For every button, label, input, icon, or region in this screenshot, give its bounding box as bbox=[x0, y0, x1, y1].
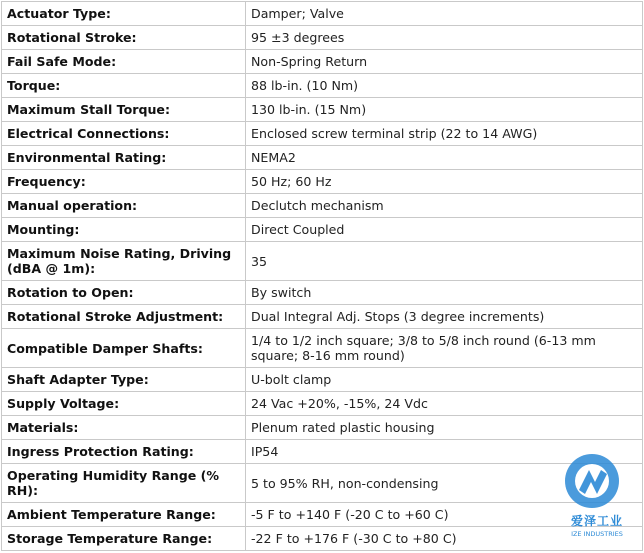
spec-value: IP54 bbox=[246, 440, 643, 464]
spec-label: Rotation to Open: bbox=[2, 281, 246, 305]
spec-value: U-bolt clamp bbox=[246, 368, 643, 392]
spec-label: Electrical Connections: bbox=[2, 122, 246, 146]
spec-row bbox=[2, 122, 643, 146]
spec-label: Actuator Type: bbox=[2, 2, 246, 26]
spec-row bbox=[2, 170, 643, 194]
spec-value: 24 Vac +20%, -15%, 24 Vdc bbox=[246, 392, 643, 416]
spec-label: Environmental Rating: bbox=[2, 146, 246, 170]
ize-logo-icon bbox=[563, 452, 621, 510]
spec-table bbox=[1, 1, 643, 551]
spec-label: Compatible Damper Shafts: bbox=[2, 329, 246, 368]
spec-row bbox=[2, 2, 643, 26]
spec-label: Manual operation: bbox=[2, 194, 246, 218]
spec-row bbox=[2, 464, 643, 503]
spec-label: Shaft Adapter Type: bbox=[2, 368, 246, 392]
spec-value: 95 ±3 degrees bbox=[246, 26, 643, 50]
spec-row bbox=[2, 26, 643, 50]
spec-value: -5 F to +140 F (-20 C to +60 C) bbox=[246, 503, 643, 527]
spec-label: Torque: bbox=[2, 74, 246, 98]
spec-value: NEMA2 bbox=[246, 146, 643, 170]
watermark-text-en: IZE INDUSTRIES bbox=[571, 530, 623, 538]
spec-value: Declutch mechanism bbox=[246, 194, 643, 218]
spec-row bbox=[2, 218, 643, 242]
spec-row bbox=[2, 50, 643, 74]
spec-value: 35 bbox=[246, 242, 643, 281]
spec-value: Damper; Valve bbox=[246, 2, 643, 26]
spec-label: Ambient Temperature Range: bbox=[2, 503, 246, 527]
spec-value: 130 lb-in. (15 Nm) bbox=[246, 98, 643, 122]
spec-label: Mounting: bbox=[2, 218, 246, 242]
spec-label: Supply Voltage: bbox=[2, 392, 246, 416]
spec-value: 5 to 95% RH, non-condensing bbox=[246, 464, 643, 503]
spec-row bbox=[2, 98, 643, 122]
spec-row bbox=[2, 416, 643, 440]
spec-label: Storage Temperature Range: bbox=[2, 527, 246, 551]
spec-row bbox=[2, 440, 643, 464]
spec-value: By switch bbox=[246, 281, 643, 305]
spec-label: Materials: bbox=[2, 416, 246, 440]
spec-value: Non-Spring Return bbox=[246, 50, 643, 74]
spec-value: Enclosed screw terminal strip (22 to 14 AWG) bbox=[246, 122, 643, 146]
spec-value: 88 lb-in. (10 Nm) bbox=[246, 74, 643, 98]
spec-label: Rotational Stroke: bbox=[2, 26, 246, 50]
spec-label: Fail Safe Mode: bbox=[2, 50, 246, 74]
spec-row bbox=[2, 503, 643, 527]
spec-value: 1/4 to 1/2 inch square; 3/8 to 5/8 inch round (6-13 mm square; 8-16 mm round) bbox=[246, 329, 643, 368]
spec-row bbox=[2, 146, 643, 170]
spec-value: -22 F to +176 F (-30 C to +80 C) bbox=[246, 527, 643, 551]
watermark-text-cn: 爱泽工业 bbox=[570, 514, 623, 528]
spec-row bbox=[2, 242, 643, 281]
spec-label: Ingress Protection Rating: bbox=[2, 440, 246, 464]
spec-row bbox=[2, 527, 643, 551]
spec-row bbox=[2, 281, 643, 305]
spec-label: Maximum Stall Torque: bbox=[2, 98, 246, 122]
spec-label: Frequency: bbox=[2, 170, 246, 194]
spec-value: Dual Integral Adj. Stops (3 degree increments) bbox=[246, 305, 643, 329]
spec-label: Maximum Noise Rating, Driving (dBA @ 1m): bbox=[2, 242, 246, 281]
spec-label: Rotational Stroke Adjustment: bbox=[2, 305, 246, 329]
spec-row bbox=[2, 392, 643, 416]
spec-value: 50 Hz; 60 Hz bbox=[246, 170, 643, 194]
spec-value: Direct Coupled bbox=[246, 218, 643, 242]
spec-label: Operating Humidity Range (% RH): bbox=[2, 464, 246, 503]
spec-row bbox=[2, 194, 643, 218]
spec-row bbox=[2, 74, 643, 98]
spec-value: Plenum rated plastic housing bbox=[246, 416, 643, 440]
spec-row bbox=[2, 329, 643, 368]
spec-row bbox=[2, 305, 643, 329]
spec-row bbox=[2, 368, 643, 392]
